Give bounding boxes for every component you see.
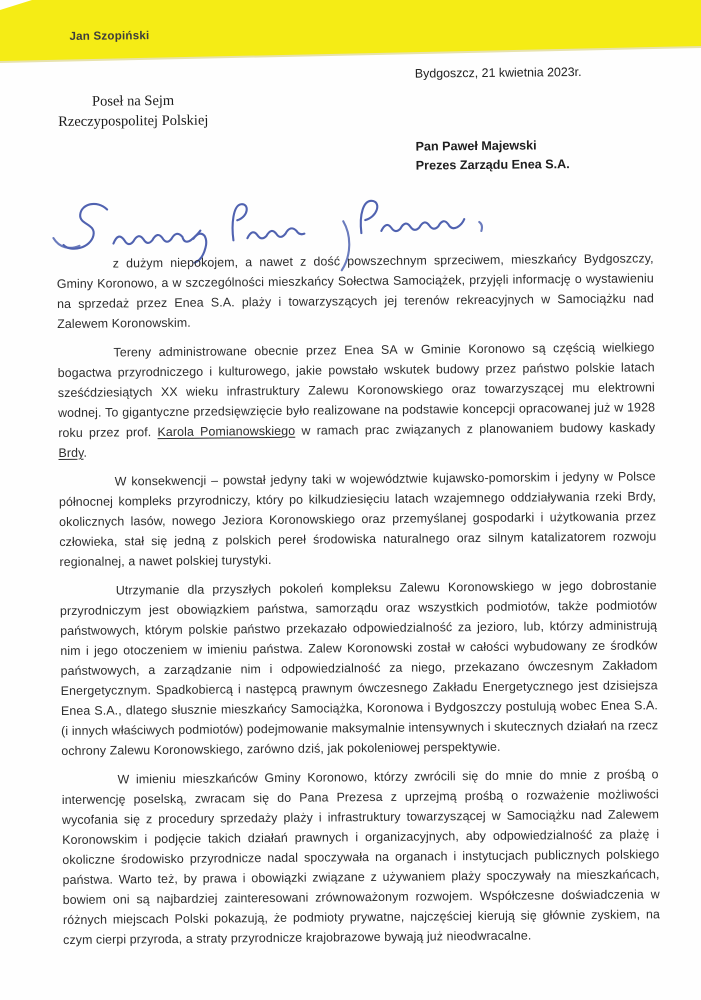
underlined-name: Karola Pomianowskiego <box>157 423 296 440</box>
paragraph-2-text-2: w ramach prac związanych z planowaniem budowy kaskady <box>295 420 656 438</box>
underlined-river: Brdy <box>58 445 84 461</box>
paragraph-3: W konsekwencji – powstał jedyny taki w województwie kujawsko-pomorskim i jedyny w Polsce północnej kompleks przyrodniczy, który po kilkudziesięciu latach wzajemnego oddziaływania rzeki Brdy, okolicznych lasów, nowego Jeziora Koronowskiego oraz przemyślanej gospodarki i użytkowania przez człowieka, stał się jedną z polskich pereł środowiska naturalnego oraz silnym katalizatorem rozwoju regionalnej, a nawet polskiej turystyki. <box>58 469 657 570</box>
sender-title-line2: Rzeczypospolitej Polskiej <box>58 112 209 130</box>
paragraph-5: W imieniu mieszkańców Gminy Koronowo, którzy zwrócili się do mnie do mnie z prośbą o interwencję poselską, zwracam się do Pana Prezesa z uprzejmą prośbą o rozważenie możliwości wycofania się z procedury sprzedaży plaży i infrastruktury towarzyszącej w Samociążku nad Zalewem Koronowskim i podjęcie takich działań prawnych i organizacyjnych, aby odpowiedzialność za plażę i okoliczne środowisko przyrodnicze nadal spoczywała na organach i instytucjach publicznych polskiego państwa. Warto też, by prawa i obowiązki związane z używaniem plaży spoczywały na mieszkańcach, bowiem oni są najbardziej zainteresowani zrównoważonym rozwojem. Współczesne doświadczenia w różnych miejscach Polski pokazują, że podmioty prywatne, najczęściej kierują się głównie zyskiem, na czym cierpi przyroda, a straty przyrodnicze krajobrazowe bywają już nieodwracalne. <box>61 767 660 947</box>
paragraph-1: z dużym niepokojem, a nawet z dość powszechnym sprzeciwem, mieszkańcy Bydgoszczy, Gminy Koronowo, a w szczególności mieszkańcy Sołectwa Samociążek, przyjęli informację o wystawieniu na sprzedaż przez Enea S.A. plaży i towarzyszących jej terenów rekreacyjnych w Samociążku nad Zalewem Koronowskim. <box>56 251 655 332</box>
date-line: Bydgoszcz, 21 kwietnia 2023r. <box>414 64 582 81</box>
sender-block <box>23 91 243 132</box>
recipient-block <box>415 136 569 174</box>
mp-name: Jan Szopiński <box>69 29 150 43</box>
paragraph-2-text: Tereny administrowane obecnie przez Enea SA w Gminie Koronowo są częścią wielkiego bogactwa przyrodniczego i kulturowego, jakie powstało wskutek budowy przez państwo polskie latach sześćdziesiątych XX wieku infrastruktury Zalewu Koronowskiego oraz towarzyszącej mu elektrowni wodnej. To gigantyczne przedsięwzięcie było realizowane na podstawie koncepcji opracowanej już w 1928 roku przez prof. <box>57 340 656 441</box>
paragraph-4: Utrzymanie dla przyszłych pokoleń kompleksu Zalewu Koronowskiego w jego dobrostanie przyrodniczym jest obowiązkiem państwa, samorządu oraz wszystkich podmiotów, także podmiotów państwowych, którym polskie państwo przekazało odpowiedzialność za jezioro, lub, którzy administrują nim i jego otoczeniem w imieniu państwa. Zalew Koronowski został w całości wybudowany ze środków państwowych, a zarządzanie nim i odpowiedzialność za niego, przekazano ówczesnym Zakładom Energetycznym. Spadkobiercą i następcą prawnym ówczesnego Zakładu Energetycznego jest dzisiejsza Enea S.A., dlatego słusznie mieszkańcy Samociążka, Koronowa i Bydgoszczy postulują wobec Enea S.A. (i innych właściwych podmiotów) podejmowanie maksymalnie intensywnych i skutecznych działań na rzecz ochrony Zalewu Koronowskiego, zarówno dziś, jak pokoleniowej perspektywie. <box>59 578 659 759</box>
paragraph-2 <box>57 337 655 463</box>
letter-body <box>57 248 661 959</box>
recipient-role: Prezes Zarządu Enea S.A. <box>415 156 570 173</box>
recipient-name: Pan Paweł Majewski <box>415 138 537 154</box>
paragraph-2-period: . <box>83 445 88 460</box>
sender-title-line1: Poseł na Sejm <box>91 92 175 110</box>
